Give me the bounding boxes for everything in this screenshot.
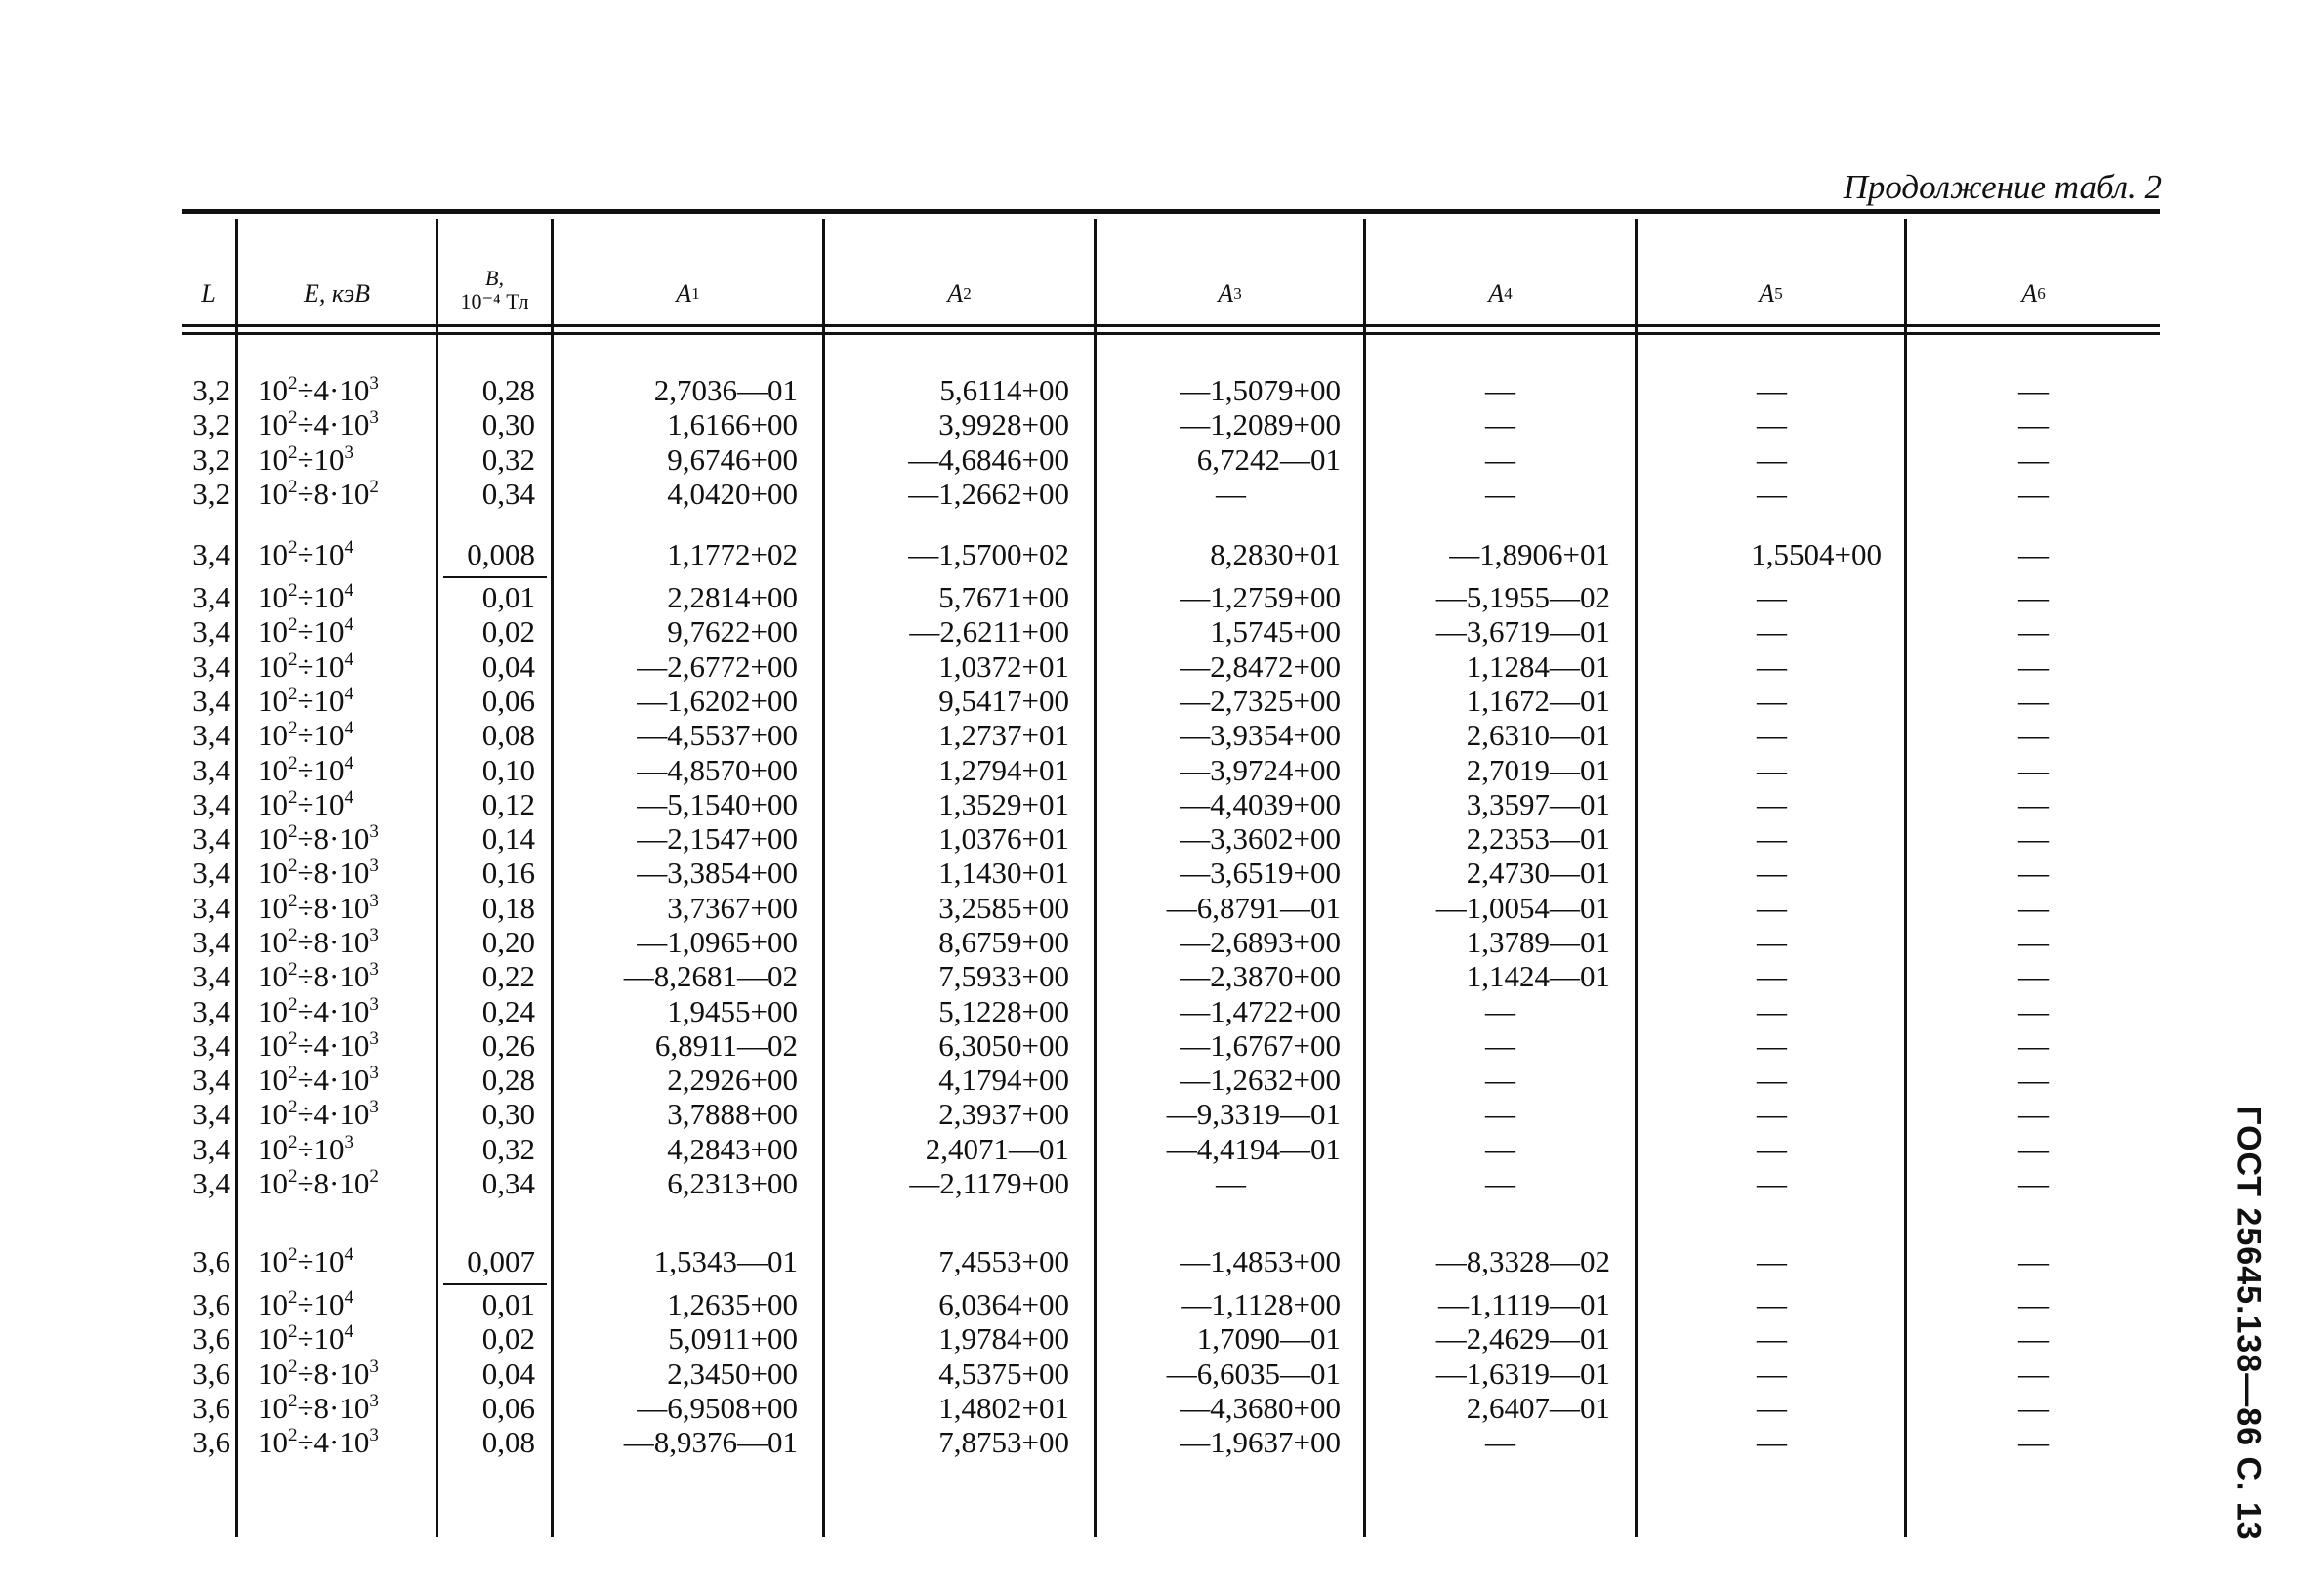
cell-A6: —	[2018, 1425, 2049, 1459]
cell-B: 0,01	[481, 580, 535, 614]
cell-A4: 2,6310—01	[1466, 718, 1610, 752]
cell-L: 3,6	[192, 1321, 230, 1356]
cell-A4: —1,1119—01	[1438, 1287, 1610, 1321]
cell-A1: —1,0965+00	[637, 925, 798, 959]
cell-A3: —1,2759+00	[1180, 580, 1341, 614]
cell-A5: —	[1757, 1063, 1787, 1097]
b-value-underline	[443, 576, 547, 578]
cell-L: 3,4	[192, 787, 230, 821]
cell-A3: —	[1216, 1166, 1246, 1200]
cell-L: 3,4	[192, 1028, 230, 1063]
cell-A6: —	[2018, 373, 2049, 407]
cell-E: $10^2\div 4\cdot 10^3$	[258, 1425, 379, 1459]
cell-L: 3,2	[192, 407, 230, 441]
cell-A3: 6,7242—01	[1196, 442, 1341, 477]
cell-A5: —	[1757, 925, 1787, 959]
cell-A6: —	[2018, 1063, 2049, 1097]
cell-A1: 1,9455+00	[667, 994, 798, 1028]
cell-A3: —	[1216, 477, 1246, 511]
cell-A4: 1,1424—01	[1466, 959, 1610, 993]
cell-A3: —2,7325+00	[1180, 684, 1341, 718]
cell-E: $10^2\div 8\cdot 10^3$	[258, 891, 379, 925]
cell-A4: —	[1485, 1425, 1515, 1459]
cell-L: 3,4	[192, 1097, 230, 1131]
cell-A1: 3,7367+00	[667, 891, 798, 925]
cell-A1: —2,6772+00	[637, 649, 798, 684]
cell-B: 0,30	[481, 407, 535, 441]
cell-B: 0,08	[481, 718, 535, 752]
cell-A2: 6,0364+00	[938, 1287, 1069, 1321]
cell-L: 3,6	[192, 1357, 230, 1391]
cell-E: $10^2\div 10^4$	[258, 537, 354, 571]
cell-L: 3,4	[192, 753, 230, 787]
cell-E: $10^2\div 4\cdot 10^3$	[258, 407, 379, 441]
cell-A4: 1,1672—01	[1466, 684, 1610, 718]
cell-A6: —	[2018, 925, 2049, 959]
cell-A1: 1,6166+00	[667, 407, 798, 441]
cell-A5: —	[1757, 442, 1787, 477]
cell-A1: 6,8911—02	[654, 1028, 798, 1063]
cell-A1: 1,2635+00	[667, 1287, 798, 1321]
cell-B: 0,32	[481, 442, 535, 477]
cell-B: 0,24	[481, 994, 535, 1028]
cell-A2: —2,1179+00	[909, 1166, 1069, 1200]
header-L: L	[201, 279, 216, 308]
cell-A4: —3,6719—01	[1435, 614, 1610, 648]
cell-L: 3,4	[192, 856, 230, 890]
cell-A4: 2,7019—01	[1466, 753, 1610, 787]
cell-A2: 7,4553+00	[938, 1244, 1069, 1278]
cell-A6: —	[2018, 1287, 2049, 1321]
cell-L: 3,2	[192, 373, 230, 407]
table-top-rule	[182, 209, 2160, 214]
cell-A4: 1,3789—01	[1466, 925, 1610, 959]
cell-A5: —	[1757, 1097, 1787, 1131]
cell-L: 3,4	[192, 1166, 230, 1200]
cell-A4: —1,0054—01	[1435, 891, 1610, 925]
cell-A6: —	[2018, 1357, 2049, 1391]
cell-A2: —2,6211+00	[909, 614, 1069, 648]
cell-A3: —6,8791—01	[1166, 891, 1341, 925]
cell-L: 3,4	[192, 1132, 230, 1166]
cell-A1: 2,3450+00	[667, 1357, 798, 1391]
cell-A1: —1,6202+00	[637, 684, 798, 718]
cell-A3: —3,6519+00	[1180, 856, 1341, 890]
cell-A3: —1,2089+00	[1180, 407, 1341, 441]
cell-A1: 2,7036—01	[653, 373, 798, 407]
cell-A1: —8,9376—01	[623, 1425, 798, 1459]
cell-E: $10^2\div 8\cdot 10^2$	[258, 1166, 379, 1200]
cell-L: 3,4	[192, 925, 230, 959]
cell-A4: —	[1485, 994, 1515, 1028]
header-A2: A 2	[947, 279, 972, 308]
cell-A1: 2,2926+00	[667, 1063, 798, 1097]
cell-B: 0,32	[481, 1132, 535, 1166]
cell-A6: —	[2018, 477, 2049, 511]
cell-E: $10^2\div 4\cdot 10^3$	[258, 1028, 379, 1063]
cell-E: $10^2\div 4\cdot 10^3$	[258, 994, 379, 1028]
cell-A2: 9,5417+00	[938, 684, 1069, 718]
cell-A6: —	[2018, 1391, 2049, 1425]
b-value-underline	[443, 1283, 547, 1285]
cell-A3: —2,3870+00	[1180, 959, 1341, 993]
cell-A6: —	[2018, 1321, 2049, 1356]
cell-A5: —	[1757, 1028, 1787, 1063]
cell-A4: 2,6407—01	[1466, 1391, 1610, 1425]
cell-A3: —1,5079+00	[1180, 373, 1341, 407]
cell-E: $10^2\div 8\cdot 10^3$	[258, 959, 379, 993]
cell-A3: —4,4039+00	[1180, 787, 1341, 821]
cell-A6: —	[2018, 787, 2049, 821]
cell-A5: —	[1757, 373, 1787, 407]
cell-A2: 7,8753+00	[938, 1425, 1069, 1459]
cell-A2: 2,4071—01	[925, 1132, 1069, 1166]
cell-A2: 1,4802+01	[938, 1391, 1069, 1425]
cell-A4: —8,3328—02	[1435, 1244, 1610, 1278]
cell-L: 3,4	[192, 718, 230, 752]
cell-B: 0,02	[481, 1321, 535, 1356]
cell-E: $10^2\div 4\cdot 10^3$	[258, 1097, 379, 1131]
cell-A3: —2,6893+00	[1180, 925, 1341, 959]
cell-E: $10^2\div 10^4$	[258, 1244, 354, 1278]
cell-A1: 5,0911+00	[668, 1321, 798, 1356]
cell-A5: —	[1757, 1391, 1787, 1425]
cell-L: 3,4	[192, 959, 230, 993]
cell-B: 0,28	[481, 373, 535, 407]
cell-A3: —1,1128+00	[1181, 1287, 1341, 1321]
cell-A5: —	[1757, 718, 1787, 752]
cell-A6: —	[2018, 821, 2049, 856]
cell-A4: —1,8906+01	[1449, 537, 1610, 571]
cell-A3: —9,3319—01	[1166, 1097, 1341, 1131]
header-A5: A 5	[1759, 279, 1783, 308]
cell-A2: 5,6114+00	[939, 373, 1069, 407]
cell-A1: —3,3854+00	[637, 856, 798, 890]
cell-A3: —1,2632+00	[1180, 1063, 1341, 1097]
cell-E: $10^2\div 8\cdot 10^3$	[258, 925, 379, 959]
cell-A2: 5,1228+00	[938, 994, 1069, 1028]
cell-A2: 3,2585+00	[938, 891, 1069, 925]
cell-A4: —2,4629—01	[1435, 1321, 1610, 1356]
header-E: E, кэВ	[303, 279, 371, 308]
cell-A2: 5,7671+00	[938, 580, 1069, 614]
cell-A2: 1,2737+01	[938, 718, 1069, 752]
cell-E: $10^2\div 8\cdot 10^2$	[258, 477, 379, 511]
cell-E: $10^2\div 10^3$	[258, 1132, 354, 1166]
cell-A3: —4,4194—01	[1166, 1132, 1341, 1166]
cell-A5: —	[1757, 407, 1787, 441]
cell-A4: —	[1485, 477, 1515, 511]
cell-A1: 1,5343—01	[653, 1244, 798, 1278]
cell-A4: —	[1485, 1132, 1515, 1166]
cell-A1: 3,7888+00	[667, 1097, 798, 1131]
cell-A5: —	[1757, 821, 1787, 856]
header-A4: A 4	[1488, 279, 1513, 308]
cell-A3: —3,9724+00	[1180, 753, 1341, 787]
standard-page-label	[2209, 1106, 2287, 1541]
cell-B: 0,18	[481, 891, 535, 925]
header-B-symbol: B,	[485, 266, 504, 290]
cell-L: 3,4	[192, 891, 230, 925]
cell-A6: —	[2018, 718, 2049, 752]
cell-L: 3,6	[192, 1287, 230, 1321]
header-B-unit: 10⁻⁴ Тл	[460, 289, 529, 314]
cell-A5: —	[1757, 1321, 1787, 1356]
cell-A6: —	[2018, 442, 2049, 477]
cell-L: 3,4	[192, 649, 230, 684]
cell-A4: —	[1485, 442, 1515, 477]
cell-L: 3,4	[192, 1063, 230, 1097]
cell-B: 0,10	[481, 753, 535, 787]
cell-B: 0,26	[481, 1028, 535, 1063]
cell-A2: 4,1794+00	[938, 1063, 1069, 1097]
col-sep-L	[235, 219, 238, 1537]
cell-L: 3,4	[192, 537, 230, 571]
cell-A2: 1,1430+01	[938, 856, 1069, 890]
cell-A5: —	[1757, 959, 1787, 993]
cell-A3: 8,2830+01	[1210, 537, 1341, 571]
cell-A2: 1,0376+01	[938, 821, 1069, 856]
cell-B: 0,008	[467, 537, 535, 571]
cell-L: 3,6	[192, 1244, 230, 1278]
cell-A5: 1,5504+00	[1751, 537, 1882, 571]
cell-A6: —	[2018, 407, 2049, 441]
cell-L: 3,4	[192, 821, 230, 856]
cell-A4: —1,6319—01	[1435, 1357, 1610, 1391]
cell-B: 0,12	[481, 787, 535, 821]
cell-A4: —	[1485, 1028, 1515, 1063]
cell-A5: —	[1757, 1357, 1787, 1391]
cell-A3: —1,6767+00	[1180, 1028, 1341, 1063]
cell-A5: —	[1757, 891, 1787, 925]
cell-A6: —	[2018, 1166, 2049, 1200]
cell-A3: 1,5745+00	[1210, 614, 1341, 648]
cell-A6: —	[2018, 959, 2049, 993]
cell-A1: 1,1772+02	[667, 537, 798, 571]
cell-A5: —	[1757, 614, 1787, 648]
cell-A4: —	[1485, 1166, 1515, 1200]
cell-A4: —5,1955—02	[1435, 580, 1610, 614]
cell-A3: —1,9637+00	[1180, 1425, 1341, 1459]
cell-B: 0,04	[481, 1357, 535, 1391]
cell-A1: —4,5537+00	[637, 718, 798, 752]
cell-A3: —6,6035—01	[1166, 1357, 1341, 1391]
cell-L: 3,4	[192, 994, 230, 1028]
cell-A4: —	[1485, 1097, 1515, 1131]
cell-A2: 1,9784+00	[938, 1321, 1069, 1356]
cell-A5: —	[1757, 1244, 1787, 1278]
cell-A2: 6,3050+00	[938, 1028, 1069, 1063]
cell-A6: —	[2018, 537, 2049, 571]
cell-E: $10^2\div 10^4$	[258, 787, 354, 821]
header-A1: A 1	[676, 279, 700, 308]
cell-A5: —	[1757, 580, 1787, 614]
cell-A5: —	[1757, 1425, 1787, 1459]
cell-E: $10^2\div 10^4$	[258, 1287, 354, 1321]
cell-A6: —	[2018, 1132, 2049, 1166]
standard-page-label-text: ГОСТ 25645.138—86 С. 13	[2229, 1106, 2267, 1541]
cell-A5: —	[1757, 1166, 1787, 1200]
cell-A1: 9,7622+00	[667, 614, 798, 648]
cell-A4: —	[1485, 373, 1515, 407]
cell-B: 0,30	[481, 1097, 535, 1131]
cell-A1: —5,1540+00	[637, 787, 798, 821]
header-B	[438, 246, 551, 334]
cell-A2: 1,0372+01	[938, 649, 1069, 684]
cell-E: $10^2\div 8\cdot 10^3$	[258, 1391, 379, 1425]
cell-L: 3,6	[192, 1391, 230, 1425]
cell-L: 3,4	[192, 614, 230, 648]
cell-A5: —	[1757, 856, 1787, 890]
cell-B: 0,01	[481, 1287, 535, 1321]
coefficient-table	[182, 209, 2160, 1537]
cell-A1: 9,6746+00	[667, 442, 798, 477]
cell-E: $10^2\div 10^4$	[258, 580, 354, 614]
cell-B: 0,34	[481, 477, 535, 511]
cell-A2: 4,5375+00	[938, 1357, 1069, 1391]
cell-E: $10^2\div 10^4$	[258, 684, 354, 718]
cell-L: 3,4	[192, 580, 230, 614]
cell-E: $10^2\div 10^4$	[258, 753, 354, 787]
cell-B: 0,08	[481, 1425, 535, 1459]
cell-A6: —	[2018, 614, 2049, 648]
cell-A6: —	[2018, 580, 2049, 614]
cell-A4: —	[1485, 1063, 1515, 1097]
cell-A5: —	[1757, 1287, 1787, 1321]
cell-A2: 1,2794+01	[938, 753, 1069, 787]
cell-E: $10^2\div 10^3$	[258, 442, 354, 477]
cell-E: $10^2\div 8\cdot 10^3$	[258, 1357, 379, 1391]
cell-A4: —	[1485, 407, 1515, 441]
cell-A2: 7,5933+00	[938, 959, 1069, 993]
cell-A5: —	[1757, 649, 1787, 684]
cell-B: 0,28	[481, 1063, 535, 1097]
cell-A2: 3,9928+00	[938, 407, 1069, 441]
cell-L: 3,4	[192, 684, 230, 718]
cell-A1: 6,2313+00	[667, 1166, 798, 1200]
cell-A5: —	[1757, 684, 1787, 718]
cell-A3: —1,4722+00	[1180, 994, 1341, 1028]
cell-E: $10^2\div 10^4$	[258, 614, 354, 648]
cell-A6: —	[2018, 649, 2049, 684]
cell-A4: 3,3597—01	[1466, 787, 1610, 821]
cell-L: 3,2	[192, 442, 230, 477]
cell-A2: —1,5700+02	[908, 537, 1069, 571]
cell-A1: —2,1547+00	[637, 821, 798, 856]
header-A3: A 3	[1218, 279, 1242, 308]
cell-L: 3,2	[192, 477, 230, 511]
cell-A2: 2,3937+00	[938, 1097, 1069, 1131]
cell-B: 0,22	[481, 959, 535, 993]
cell-A1: —6,9508+00	[637, 1391, 798, 1425]
cell-A2: 8,6759+00	[938, 925, 1069, 959]
cell-A5: —	[1757, 477, 1787, 511]
cell-A3: —4,3680+00	[1180, 1391, 1341, 1425]
cell-A1: 4,0420+00	[667, 477, 798, 511]
cell-B: 0,02	[481, 614, 535, 648]
table-continuation-caption: Продолжение табл. 2	[1843, 168, 2162, 206]
cell-A3: —1,4853+00	[1180, 1244, 1341, 1278]
cell-A6: —	[2018, 1028, 2049, 1063]
cell-A6: —	[2018, 891, 2049, 925]
cell-A3: —3,9354+00	[1180, 718, 1341, 752]
header-A6: A 6	[2021, 279, 2046, 308]
cell-A4: 1,1284—01	[1466, 649, 1610, 684]
cell-A2: —4,6846+00	[908, 442, 1069, 477]
cell-A1: —4,8570+00	[637, 753, 798, 787]
cell-A3: 1,7090—01	[1196, 1321, 1341, 1356]
cell-A3: —3,3602+00	[1180, 821, 1341, 856]
cell-E: $10^2\div 4\cdot 10^3$	[258, 373, 379, 407]
cell-A6: —	[2018, 684, 2049, 718]
cell-B: 0,20	[481, 925, 535, 959]
cell-L: 3,6	[192, 1425, 230, 1459]
cell-A6: —	[2018, 1097, 2049, 1131]
cell-A1: 2,2814+00	[667, 580, 798, 614]
cell-A4: 2,4730—01	[1466, 856, 1610, 890]
cell-E: $10^2\div 10^4$	[258, 1321, 354, 1356]
cell-E: $10^2\div 8\cdot 10^3$	[258, 821, 379, 856]
cell-A6: —	[2018, 994, 2049, 1028]
cell-A5: —	[1757, 1132, 1787, 1166]
cell-B: 0,16	[481, 856, 535, 890]
cell-B: 0,06	[481, 1391, 535, 1425]
cell-E: $10^2\div 4\cdot 10^3$	[258, 1063, 379, 1097]
cell-E: $10^2\div 10^4$	[258, 718, 354, 752]
cell-A1: 4,2843+00	[667, 1132, 798, 1166]
cell-A6: —	[2018, 1244, 2049, 1278]
cell-A5: —	[1757, 787, 1787, 821]
cell-B: 0,007	[467, 1244, 535, 1278]
cell-A5: —	[1757, 753, 1787, 787]
cell-A6: —	[2018, 753, 2049, 787]
cell-A6: —	[2018, 856, 2049, 890]
cell-A4: 2,2353—01	[1466, 821, 1610, 856]
cell-E: $10^2\div 8\cdot 10^3$	[258, 856, 379, 890]
cell-B: 0,34	[481, 1166, 535, 1200]
cell-B: 0,06	[481, 684, 535, 718]
cell-B: 0,04	[481, 649, 535, 684]
cell-A1: —8,2681—02	[623, 959, 798, 993]
cell-A2: 1,3529+01	[938, 787, 1069, 821]
cell-A5: —	[1757, 994, 1787, 1028]
cell-E: $10^2\div 10^4$	[258, 649, 354, 684]
cell-A2: —1,2662+00	[908, 477, 1069, 511]
cell-A3: —2,8472+00	[1180, 649, 1341, 684]
cell-B: 0,14	[481, 821, 535, 856]
